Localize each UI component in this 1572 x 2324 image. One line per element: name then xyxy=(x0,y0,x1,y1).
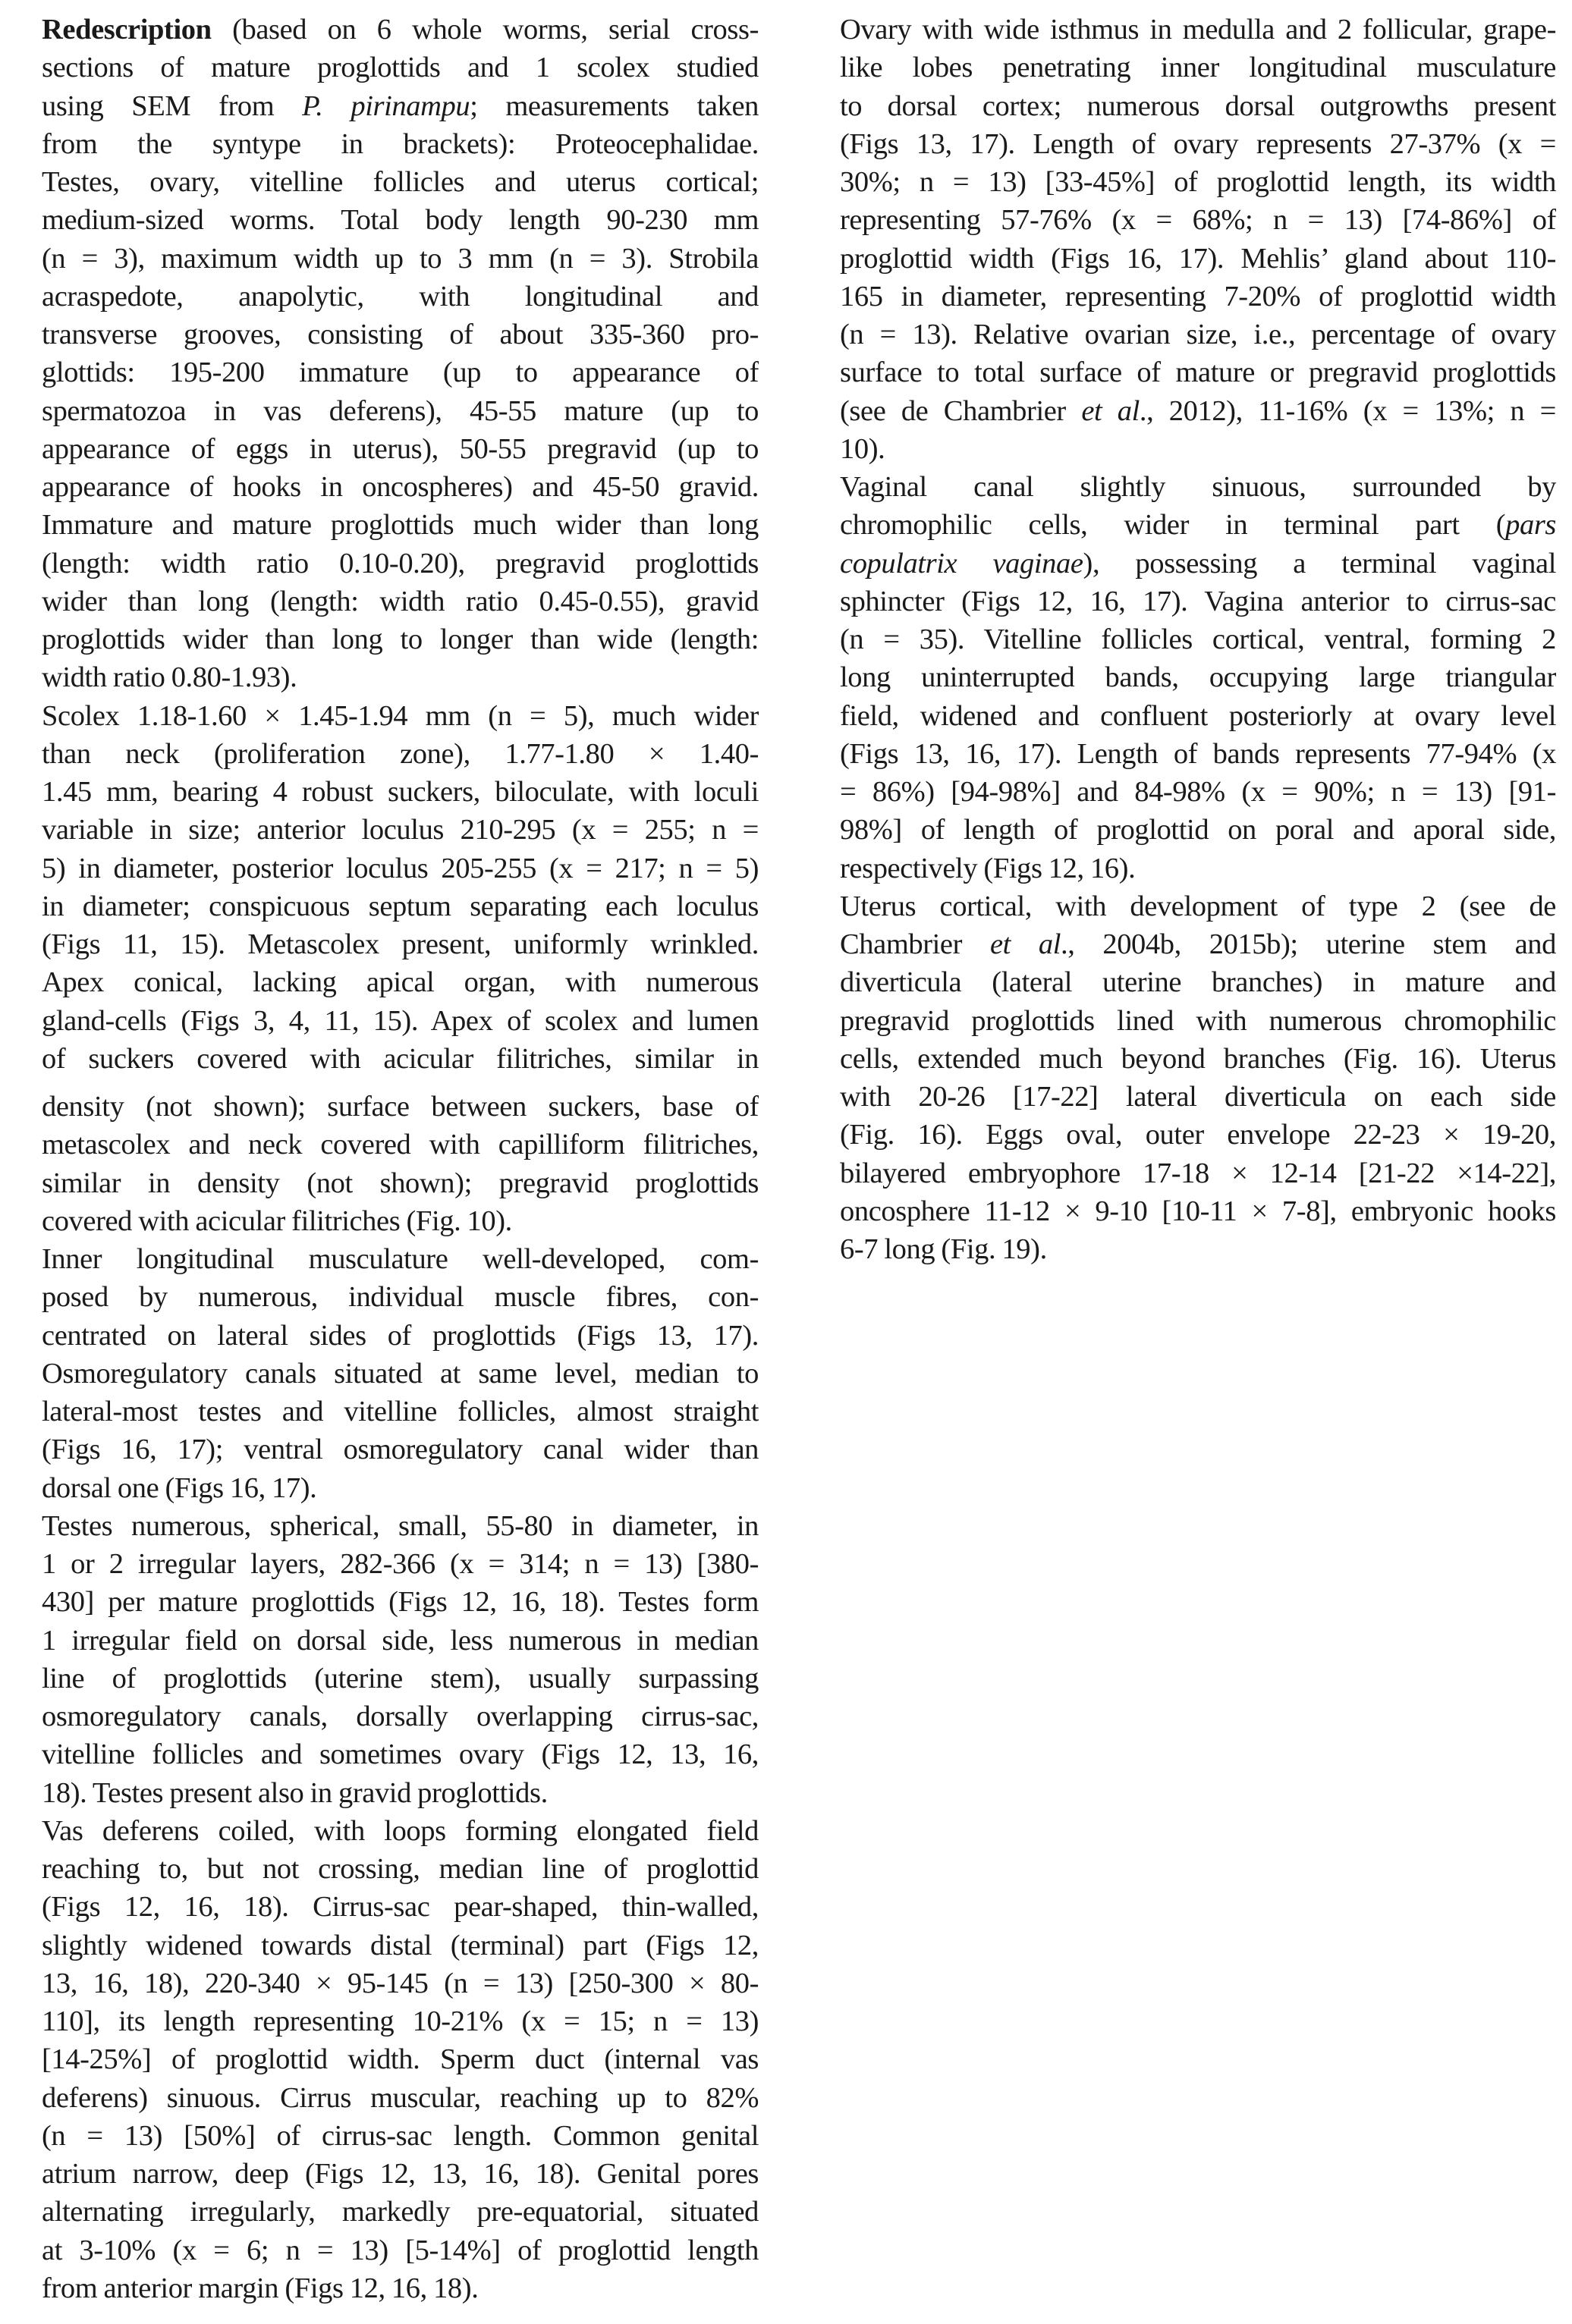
text-line xyxy=(42,1164,759,1202)
text-run: 10). xyxy=(840,432,885,465)
text-run: bilayered embryophore 17-18 × 12-14 [21-22 ×14-22], xyxy=(840,1157,1556,1189)
text-run: Vaginal canal slightly sinuous, surrounded by xyxy=(840,471,1556,503)
text-run: Apex conical, lacking apical organ, with numerous xyxy=(42,966,759,999)
text-run: cells, extended much beyond branches (Fig. 16). Uterus xyxy=(840,1042,1556,1075)
text-run: (n = 35). Vitelline follicles cortical, ventral, forming 2 xyxy=(840,623,1556,655)
text-line xyxy=(42,1393,759,1431)
text-line xyxy=(840,735,1556,773)
text-run: proglottids wider than long to longer than wide (length: xyxy=(42,623,759,655)
text-line xyxy=(42,1850,759,1888)
text-run: acraspedote, anapolytic, with longitudinal and xyxy=(42,280,759,312)
text-run: 30%; n = 13) [33-45%] of proglottid length, its width xyxy=(840,166,1556,198)
text-run: transverse grooves, consisting of about 335-360 pro- xyxy=(42,319,759,350)
text-line xyxy=(840,1116,1556,1154)
text-line xyxy=(840,773,1556,811)
text-run: lateral-most testes and vitelline follicles, almost straight xyxy=(42,1396,759,1427)
text-run: oncosphere 11-12 × 9-10 [10-11 × 7-8], embryonic hooks xyxy=(840,1195,1556,1227)
text-line xyxy=(42,87,759,125)
text-line xyxy=(42,1660,759,1697)
text-line xyxy=(840,1002,1556,1040)
text-line xyxy=(42,2155,759,2193)
text-run: sections of mature proglottids and 1 scolex studied xyxy=(42,52,759,84)
text-line xyxy=(840,468,1556,506)
text-line xyxy=(840,87,1556,125)
italic-term: et al xyxy=(989,928,1061,960)
text-run: sphincter (Figs 12, 16, 17). Vagina anterior to cirrus-sac xyxy=(840,585,1556,617)
text-run: alternating irregularly, markedly pre-equatorial, situated xyxy=(42,2196,759,2228)
text-line xyxy=(42,1002,759,1040)
text-run: Testes numerous, spherical, small, 55-80 in diameter, in xyxy=(42,1509,759,1542)
text-run: (Figs 11, 15). Metascolex present, uniformly wrinkled. xyxy=(42,928,759,960)
text-run: (Figs 12, 16, 18). Cirrus-sac pear-shaped, thin-walled, xyxy=(42,1891,759,1924)
text-line xyxy=(42,697,759,735)
text-run: to dorsal cortex; numerous dorsal outgrowths present xyxy=(840,90,1556,122)
text-line xyxy=(42,1812,759,1850)
text-run: (Figs 13, 17). Length of ovary represents 27-37% (x = xyxy=(840,127,1556,160)
text-run: in diameter; conspicuous septum separating each loculus xyxy=(42,890,759,922)
text-line xyxy=(840,163,1556,201)
text-line xyxy=(840,1078,1556,1116)
text-line xyxy=(42,240,759,278)
text-run: at 3-10% (x = 6; n = 13) [5-14%] of proglottid length xyxy=(42,2234,759,2266)
text-line xyxy=(42,1355,759,1393)
text-line xyxy=(42,11,759,49)
text-line xyxy=(840,201,1556,239)
text-line xyxy=(42,583,759,620)
text-line xyxy=(840,620,1556,658)
text-run: (based on 6 whole worms, serial cross- xyxy=(211,14,759,46)
text-line xyxy=(42,925,759,963)
text-run: (Fig. 16). Eggs oval, outer envelope 22-23 × 19-20, xyxy=(840,1119,1556,1151)
text-line xyxy=(42,1697,759,1735)
text-line xyxy=(840,811,1556,849)
text-line xyxy=(840,545,1556,583)
text-run: ), possessing a terminal vaginal xyxy=(1083,547,1556,579)
text-line xyxy=(840,1154,1556,1192)
text-line xyxy=(840,316,1556,353)
text-line xyxy=(42,963,759,1001)
text-run: dorsal one (Figs 16, 17). xyxy=(42,1471,317,1504)
text-run: chromophilic cells, wider in terminal part ( xyxy=(840,509,1506,542)
text-line xyxy=(42,1583,759,1621)
text-run: Uterus cortical, with development of type 2 (see de xyxy=(840,890,1556,922)
text-run: glottids: 195-200 immature (up to appearance of xyxy=(42,356,759,389)
text-line xyxy=(840,240,1556,278)
text-run: wider than long (length: width ratio 0.45-0.55), gravid xyxy=(42,585,759,617)
text-line xyxy=(42,468,759,506)
text-run: variable in size; anterior loculus 210-295 (x = 255; n = xyxy=(42,814,759,846)
text-run: appearance of eggs in uterus), 50-55 pregravid (up to xyxy=(42,432,759,465)
text-line xyxy=(42,2231,759,2269)
text-run: (Figs 13, 16, 17). Length of bands represents 77-94% (x xyxy=(840,737,1556,770)
text-line xyxy=(42,1888,759,1926)
text-run: appearance of hooks in oncospheres) and 45-50 gravid. xyxy=(42,471,759,503)
text-run: (see de Chambrier xyxy=(840,394,1082,427)
text-run: medium-sized worms. Total body length 90-230 mm xyxy=(42,204,759,237)
text-line xyxy=(42,392,759,430)
text-line xyxy=(42,658,759,696)
text-run: Immature and mature proglottids much wider than long xyxy=(42,509,759,542)
text-run: posed by numerous, individual muscle fibres, con- xyxy=(42,1281,759,1314)
text-run: using SEM from xyxy=(42,90,303,122)
text-line xyxy=(840,887,1556,925)
text-run: 165 in diameter, representing 7-20% of proglottid width xyxy=(840,280,1556,312)
text-line xyxy=(42,1088,759,1126)
section-heading: Redescription xyxy=(42,14,212,46)
text-line xyxy=(840,925,1556,963)
text-line xyxy=(42,1278,759,1316)
text-line xyxy=(42,1507,759,1545)
italic-term: et al xyxy=(1081,394,1140,427)
text-line xyxy=(840,430,1556,468)
italic-term: pars xyxy=(1505,509,1556,542)
text-run: surface to total surface of mature or pregravid proglottids xyxy=(840,356,1556,389)
text-line xyxy=(840,392,1556,430)
text-run: slightly widened towards distal (terminal) part (Figs 12, xyxy=(42,1929,759,1961)
text-run: Scolex 1.18-1.60 × 1.45-1.94 mm (n = 5), much wider xyxy=(42,699,759,732)
text-run: vitelline follicles and sometimes ovary (Figs 12, 13, 16, xyxy=(42,1738,759,1771)
text-line xyxy=(42,49,759,86)
text-line xyxy=(42,1545,759,1583)
text-line xyxy=(840,963,1556,1001)
text-line xyxy=(42,430,759,468)
text-run: deferens) sinuous. Cirrus muscular, reaching up to 82% xyxy=(42,2081,759,2114)
text-line xyxy=(840,506,1556,544)
text-run: (length: width ratio 0.10-0.20), pregravid proglottids xyxy=(42,547,759,579)
text-line xyxy=(42,2079,759,2117)
text-line xyxy=(840,1192,1556,1230)
text-line xyxy=(42,2040,759,2078)
text-run: Chambrier xyxy=(840,928,990,960)
text-line xyxy=(42,2193,759,2231)
text-run: osmoregulatory canals, dorsally overlapping cirrus-sac, xyxy=(42,1701,759,1732)
text-line xyxy=(42,1622,759,1660)
text-run: Testes, ovary, vitelline follicles and uterus cortical; xyxy=(42,166,759,198)
text-run: centrated on lateral sides of proglottids (Figs 13, 17). xyxy=(42,1319,759,1352)
text-line xyxy=(840,583,1556,620)
text-line xyxy=(42,1202,759,1240)
text-run: 1 irregular field on dorsal side, less numerous in median xyxy=(42,1624,759,1657)
text-run: Inner longitudinal musculature well-developed, com- xyxy=(42,1243,759,1275)
text-line xyxy=(840,658,1556,696)
text-run: spermatozoa in vas deferens), 45-55 mature (up to xyxy=(42,394,759,427)
text-line xyxy=(840,1040,1556,1078)
text-run: ., 2004b, 2015b); uterine stem and xyxy=(1061,928,1556,960)
text-line xyxy=(42,506,759,544)
text-line xyxy=(42,1927,759,1964)
text-line xyxy=(42,1431,759,1468)
text-run: (Figs 16, 17); ventral osmoregulatory canal wider than xyxy=(42,1434,759,1466)
text-run: 18). Testes present also in gravid proglottids. xyxy=(42,1776,548,1809)
text-run: metascolex and neck covered with capilliform filitriches, xyxy=(42,1129,759,1161)
text-run: gland-cells (Figs 3, 4, 11, 15). Apex of scolex and lumen xyxy=(42,1004,759,1037)
text-line xyxy=(42,1774,759,1812)
text-run: 5) in diameter, posterior loculus 205-255 (x = 217; n = 5) xyxy=(42,852,759,884)
text-run: ; measurements taken xyxy=(470,90,759,122)
text-run: respectively (Figs 12, 16). xyxy=(840,852,1136,884)
text-run: 430] per mature proglottids (Figs 12, 16, 18). Testes form xyxy=(42,1586,759,1619)
text-run: long uninterrupted bands, occupying large triangular xyxy=(840,661,1556,694)
text-line xyxy=(840,125,1556,163)
text-run: = 86%) [94-98%] and 84-98% (x = 90%; n = 13) [91- xyxy=(840,776,1556,808)
text-line xyxy=(42,773,759,811)
text-line xyxy=(840,49,1556,86)
text-run: 1 or 2 irregular layers, 282-366 (x = 314; n = 13) [380- xyxy=(42,1548,759,1580)
text-line xyxy=(42,1964,759,2002)
text-line xyxy=(42,1040,759,1078)
text-run: (n = 3), maximum width up to 3 mm (n = 3). Strobila xyxy=(42,242,759,275)
text-run: Vas deferens coiled, with loops forming elongated field xyxy=(42,1814,759,1847)
text-run: than neck (proliferation zone), 1.77-1.80 × 1.40- xyxy=(42,737,759,770)
text-line xyxy=(42,850,759,887)
text-run: diverticula (lateral uterine branches) in mature and xyxy=(840,966,1556,999)
text-run: Ovary with wide isthmus in medulla and 2 follicular, grape- xyxy=(840,14,1556,46)
text-line xyxy=(42,125,759,163)
text-line xyxy=(42,1240,759,1278)
italic-term: P. pirinampu xyxy=(302,90,470,122)
text-run: width ratio 0.80-1.93). xyxy=(42,661,297,694)
text-line xyxy=(840,1230,1556,1268)
text-line xyxy=(42,545,759,583)
text-line xyxy=(42,2117,759,2155)
text-line xyxy=(42,620,759,658)
text-run: from anterior margin (Figs 12, 16, 18). xyxy=(42,2272,479,2304)
text-run: proglottid width (Figs 16, 17). Mehlis’ gland about 110- xyxy=(840,242,1556,275)
text-run: line of proglottids (uterine stem), usually surpassing xyxy=(42,1662,759,1694)
text-line xyxy=(42,1126,759,1164)
text-run: pregravid proglottids lined with numerous chromophilic xyxy=(840,1004,1556,1037)
text-run: Osmoregulatory canals situated at same level, median to xyxy=(42,1357,759,1390)
text-run: similar in density (not shown); pregravid proglottids xyxy=(42,1167,759,1199)
text-column-left xyxy=(42,11,759,2307)
text-run: 110], its length representing 10-21% (x = 15; n = 13) xyxy=(42,2005,759,2037)
text-run: 13, 16, 18), 220-340 × 95-145 (n = 13) [250-300 × 80- xyxy=(42,1967,759,1999)
text-run: 98%] of length of proglottid on poral and aporal side, xyxy=(840,814,1556,846)
text-run: representing 57-76% (x = 68%; n = 13) [74-86%] of xyxy=(840,204,1556,237)
text-run: density (not shown); surface between suckers, base of xyxy=(42,1091,759,1123)
text-line xyxy=(42,163,759,201)
text-line xyxy=(42,2002,759,2040)
text-line xyxy=(840,850,1556,887)
text-run: ., 2012), 11-16% (x = 13%; n = xyxy=(1139,394,1556,427)
text-line xyxy=(42,353,759,391)
text-line xyxy=(840,353,1556,391)
text-run: of suckers covered with acicular filitriches, similar in xyxy=(42,1042,759,1075)
text-run: [14-25%] of proglottid width. Sperm duct (internal vas xyxy=(42,2043,759,2076)
text-line xyxy=(42,1735,759,1773)
text-line xyxy=(42,2269,759,2307)
text-line xyxy=(42,278,759,316)
text-line xyxy=(42,1469,759,1507)
text-run: like lobes penetrating inner longitudinal musculature xyxy=(840,52,1556,84)
text-line xyxy=(840,697,1556,735)
text-line xyxy=(42,316,759,353)
text-run: (n = 13) [50%] of cirrus-sac length. Common genital xyxy=(42,2119,759,2152)
text-line xyxy=(42,811,759,849)
text-run: covered with acicular filitriches (Fig. 10). xyxy=(42,1204,512,1237)
text-run: with 20-26 [17-22] lateral diverticula on each side xyxy=(840,1081,1556,1113)
text-line xyxy=(840,278,1556,316)
text-line xyxy=(42,887,759,925)
text-run: from the syntype in brackets): Proteocephalidae. xyxy=(42,127,759,160)
text-run: (n = 13). Relative ovarian size, i.e., percentage of ovary xyxy=(840,319,1556,350)
text-run: reaching to, but not crossing, median line of proglottid xyxy=(42,1853,759,1885)
text-line xyxy=(42,735,759,773)
italic-term: copulatrix vaginae xyxy=(840,547,1083,579)
text-run: field, widened and confluent posteriorly at ovary level xyxy=(840,699,1556,732)
text-line xyxy=(42,1317,759,1355)
text-run: 1.45 mm, bearing 4 robust suckers, biloculate, with loculi xyxy=(42,776,759,808)
text-line xyxy=(42,201,759,239)
text-run: 6-7 long (Fig. 19). xyxy=(840,1233,1047,1265)
text-run: atrium narrow, deep (Figs 12, 13, 16, 18). Genital pores xyxy=(42,2158,759,2190)
text-line xyxy=(840,11,1556,49)
text-column-right xyxy=(840,11,1556,1268)
